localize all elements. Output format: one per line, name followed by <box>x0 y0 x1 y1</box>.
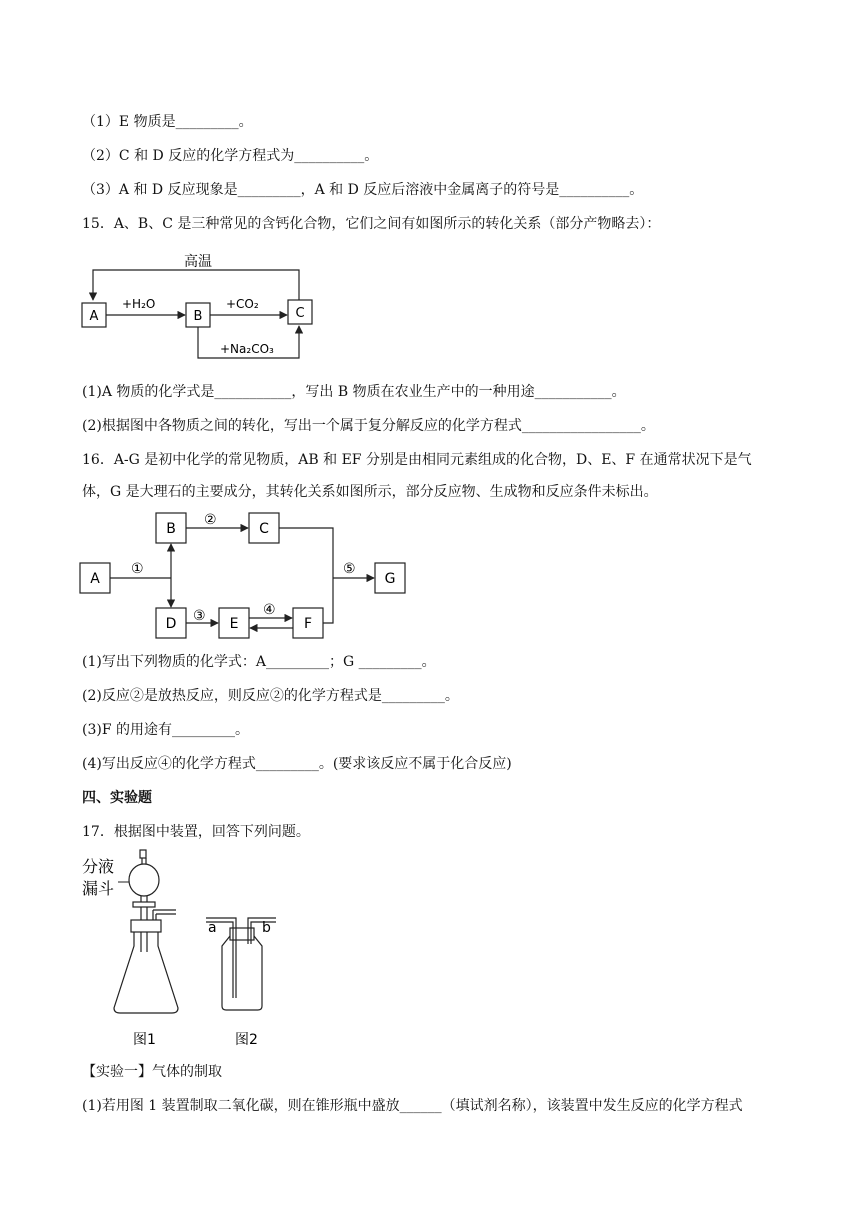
q16-label-2: ② <box>204 512 217 528</box>
q16-diagram <box>0 510 860 640</box>
fig1-caption: 图1 <box>133 1032 156 1048</box>
q16-part-2: (2)反应②是放热反应，则反应②的化学方程式是_________。 <box>82 688 459 704</box>
q16-part-3: (3)F 的用途有_________。 <box>82 722 249 738</box>
q15-arrow-bc-label: +CO₂ <box>226 297 259 311</box>
q15-node-b-label: B <box>193 309 203 324</box>
exp1-part-1: (1)若用图 1 装置制取二氧化碳，则在锥形瓶中盛放______（填试剂名称），该装置中发生反应的化学方程式 <box>82 1098 743 1114</box>
q16-label-4: ④ <box>263 602 276 618</box>
q14-part-3: （3）A 和 D 反应现象是_________，A 和 D 反应后溶液中金属离子的符号是__________。 <box>82 182 644 198</box>
q16-node-e-label: E <box>229 616 239 632</box>
q16-node-b-label: B <box>166 521 176 537</box>
q16-label-5: ⑤ <box>343 561 356 577</box>
q16-label-3: ③ <box>193 608 206 624</box>
q15-top-label: 高温 <box>184 254 212 270</box>
q16-node-d-label: D <box>165 616 177 632</box>
q15-stem: 15．A、B、C 是三种常见的含钙化合物，它们之间有如图所示的转化关系（部分产物略去）： <box>82 216 661 232</box>
q17-stem: 17．根据图中装置，回答下列问题。 <box>82 824 310 840</box>
port-b-label: b <box>262 920 271 936</box>
q16-stem-line-1: 16．A-G 是初中化学的常见物质，AB 和 EF 分别是由相同元素组成的化合物，D、E、F 在通常状况下是气 <box>82 452 752 468</box>
section-heading: 四、实验题 <box>82 790 152 806</box>
q16-part-4: (4)写出反应④的化学方程式_________。(要求该反应不属于化合反应) <box>82 756 512 772</box>
conical-flask <box>114 910 178 1013</box>
fig2-caption: 图2 <box>235 1032 258 1048</box>
q15-part-1: (1)A 物质的化学式是___________，写出 B 物质在农业生产中的一种用途___________。 <box>82 384 626 400</box>
q15-diagram <box>0 248 860 368</box>
port-a-label: a <box>208 920 217 936</box>
q15-node-a-label: A <box>89 309 99 324</box>
exp1-heading: 【实验一】气体的制取 <box>82 1064 222 1080</box>
q15-arrow-bottom-label: +Na₂CO₃ <box>220 342 274 356</box>
q16-node-g-label: G <box>384 571 396 587</box>
q16-part-1: (1)写出下列物质的化学式：A_________；G _________。 <box>82 654 436 670</box>
q16-node-a-label: A <box>90 571 100 587</box>
funnel-label-1: 分液 <box>82 857 115 876</box>
funnel-label-2: 漏斗 <box>82 879 115 898</box>
q16-stem-line-2: 体，G 是大理石的主要成分，其转化关系如图所示，部分反应物、生成物和反应条件未标出。 <box>82 484 658 500</box>
q15-node-c-label: C <box>295 306 305 321</box>
q14-part-2: （2）C 和 D 反应的化学方程式为__________。 <box>82 148 379 164</box>
q14-part-1: （1）E 物质是_________。 <box>82 114 253 130</box>
q16-label-1: ① <box>131 561 144 577</box>
q15-arrow-ab-label: +H₂O <box>122 297 156 311</box>
q15-part-2: (2)根据图中各物质之间的转化，写出一个属于复分解反应的化学方程式_________________。 <box>82 418 655 434</box>
q17-apparatus <box>0 848 860 1048</box>
q16-node-f-label: F <box>303 616 313 632</box>
q16-node-c-label: C <box>259 521 269 537</box>
